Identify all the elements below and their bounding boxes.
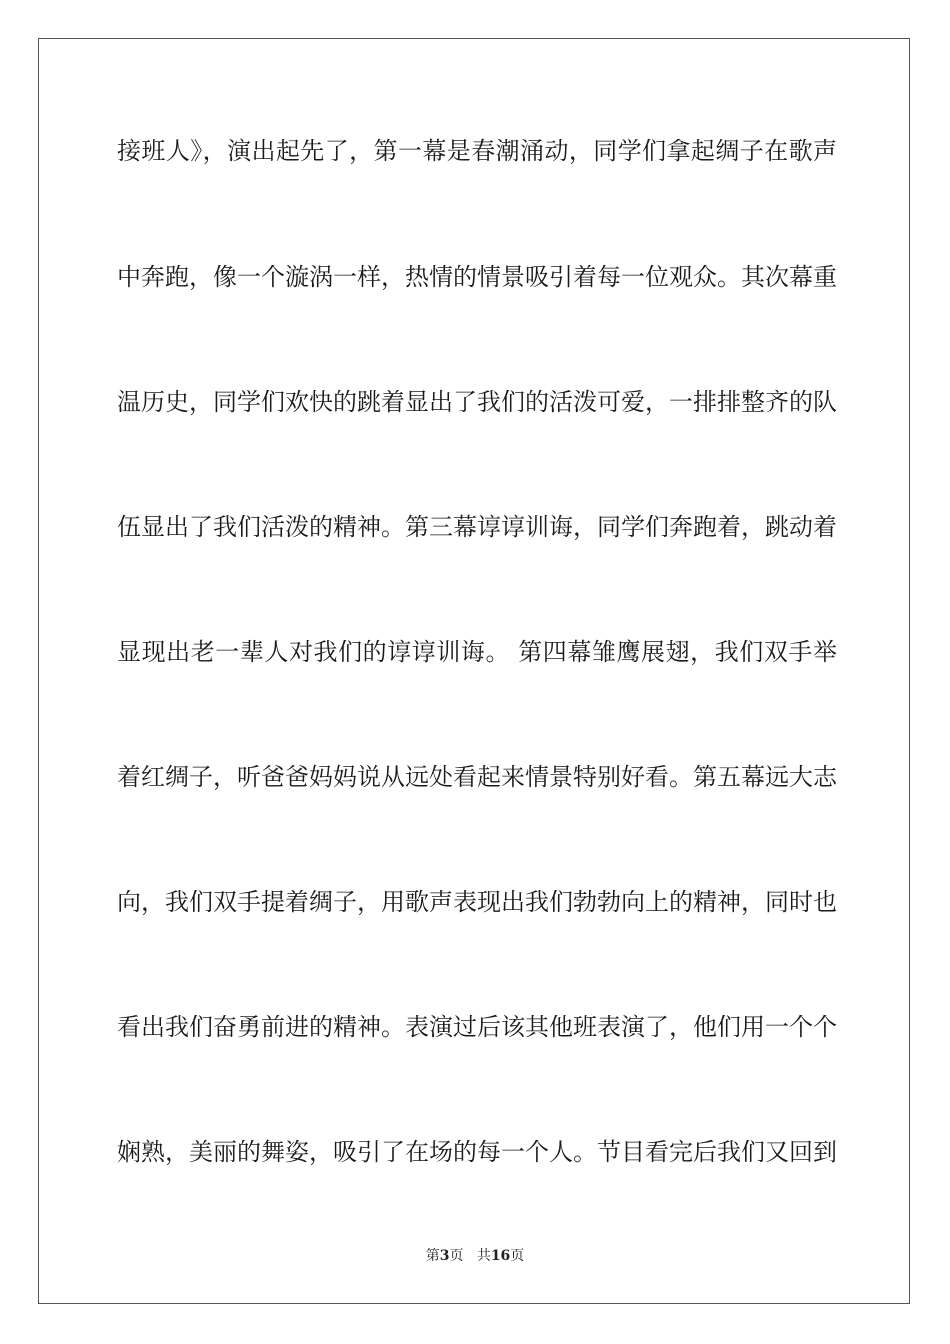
- body-text-line-8: 看出我们奋勇前进的精神。表演过后该其他班表演了，他们用一个个: [117, 1013, 837, 1041]
- body-text-line-2: 中奔跑，像一个漩涡一样，热情的情景吸引着每一位观众。其次幕重: [117, 263, 837, 291]
- page-footer: [0, 1247, 950, 1265]
- page-suffix: 页: [449, 1248, 464, 1264]
- body-text-line-5: 显现出老一辈人对我们的谆谆训诲。 第四幕雏鹰展翅，我们双手举: [117, 638, 837, 666]
- body-text-line-9: 娴熟，美丽的舞姿，吸引了在场的每一个人。节目看完后我们又回到: [117, 1138, 837, 1166]
- total-prefix: 共: [476, 1248, 491, 1264]
- page-prefix: 第: [425, 1248, 440, 1264]
- page-border: [38, 38, 910, 1304]
- body-text-line-4: 伍显出了我们活泼的精神。第三幕谆谆训诲，同学们奔跑着，跳动着: [117, 513, 837, 541]
- body-text-line-7: 向，我们双手提着绸子，用歌声表现出我们勃勃向上的精神，同时也: [117, 888, 837, 916]
- total-pages: 16: [490, 1248, 511, 1264]
- body-text-line-6: 着红绸子，听爸爸妈妈说从远处看起来情景特别好看。第五幕远大志: [117, 763, 837, 791]
- body-text-line-3: 温历史，同学们欢快的跳着显出了我们的活泼可爱，一排排整齐的队: [117, 388, 837, 416]
- body-text-line-1: 接班人》，演出起先了，第一幕是春潮涌动，同学们拿起绸子在歌声: [117, 137, 837, 165]
- total-suffix: 页: [510, 1248, 525, 1264]
- page-number: 3: [439, 1248, 450, 1264]
